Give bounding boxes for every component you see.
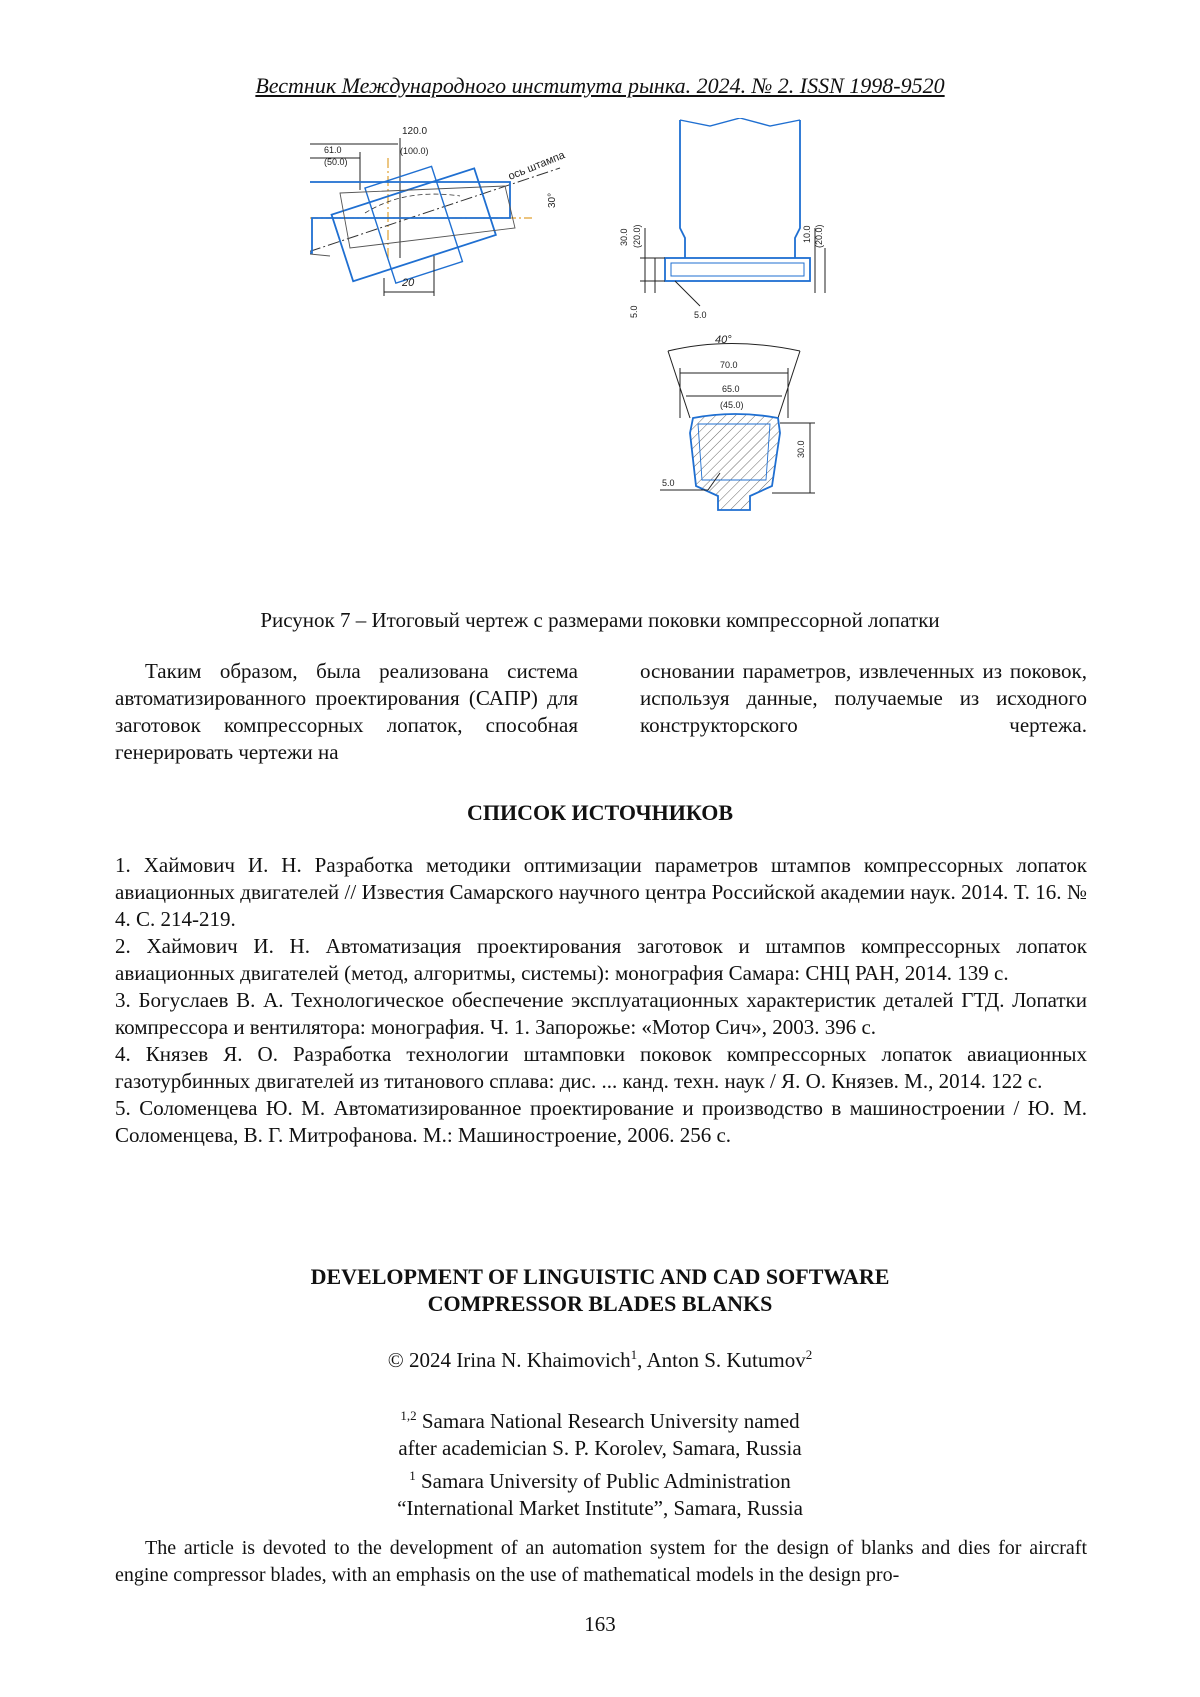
reference-item: 2. Хаймович И. Н. Автоматизация проектирования заготовок и штампов компрессорных лопаток авиационных двигателей (метод, алгоритмы, системы): монография Самара: СНЦ РАН, 2014. 139 с. [115,934,1087,985]
dim-10-side: 10.0 [802,225,812,243]
reference-item: 3. Богуслаев В. А. Технологическое обеспечение эксплуатационных характеристик деталей ГТД. Лопатки компрессора и вентилятора: монография. Ч. 1. Запорожье: «Мотор Сич», 2003. 396 с. [115,988,1087,1039]
dim-70: 70.0 [720,360,738,370]
affil-line4: “International Market Institute”, Samara, Russia [397,1496,803,1520]
dim-5-fillet: 5.0 [694,310,707,320]
forging-drawing [310,118,900,588]
dim-5-section: 5.0 [662,478,675,488]
dim-20-side: (20.0) [632,224,642,248]
reference-item: 5. Соломенцева Ю. М. Автоматизированное проектирование и производство в машиностроении / Ю. М. Соломенцева, В. Г. Митрофанова. М.: Машиностроение, 2006. 256 с. [115,1096,1087,1147]
reference-item: 4. Князев Я. О. Разработка технологии штамповки поковок компрессорных лопаток авиационных газотурбинных двигателей из титанового сплава: дис. ... канд. техн. наук / Я. О. Князев. М., 2014. 122 с. [115,1042,1087,1093]
dim-100: (100.0) [400,146,429,156]
journal-header: Вестник Международного института рынка. 2024. № 2. ISSN 1998-9520 [255,73,945,98]
affil-sup-a: 1,2 [400,1408,417,1423]
authors-prefix: © 2024 Irina N. Khaimovich [387,1348,631,1372]
author2-sup: 2 [805,1347,813,1362]
dim-20: 20 [402,277,415,289]
dim-65: 65.0 [722,384,740,394]
dim-61: 61.0 [324,145,342,155]
references-title: СПИСОК ИСТОЧНИКОВ [466,800,734,825]
dim-120: 120.0 [402,126,428,137]
dim-30-section: 30.0 [796,440,806,458]
dim-30-side: 30.0 [619,228,629,246]
page-number: 163 [584,1612,616,1636]
affil-line2: after academician S. P. Korolev, Samara, Russia [398,1436,802,1460]
plan-view [310,126,567,296]
authors [0,1347,1200,1373]
dim-5-side: 5.0 [629,305,639,318]
affil-line3: Samara University of Public Administration [415,1469,791,1493]
dim-20-side-right: (20.0) [814,224,824,248]
reference-item: 1. Хаймович И. Н. Разработка методики оптимизации параметров штампов компрессорных лопаток авиационных двигателей // Известия Самарского научного центра Российской академии наук. 2014. Т. 16. № 4. С. 214-219. [115,853,1087,931]
references-list [115,852,1087,1149]
side-view [619,118,825,320]
dim-45: (45.0) [720,400,744,410]
affil-line1: Samara National Research University named [416,1409,800,1433]
english-title-line1: DEVELOPMENT OF LINGUISTIC AND CAD SOFTWARE [310,1264,890,1289]
author1-sup: 1 [630,1347,638,1362]
english-title [0,1263,1200,1317]
body-text-right: основании параметров, извлеченных из поковок, используя данные, получаемые из исходного конструкторского чертежа. [640,659,1087,737]
abstract: The article is devoted to the development of an automation system for the design of blanks and dies for aircraft engine compressor blades, with an emphasis on the use of mathematical models in the design pro- [115,1537,1087,1586]
figure-caption: Рисунок 7 – Итоговый чертеж с размерами поковки компрессорной лопатки [260,608,940,632]
die-axis-label: ось штампа [506,149,567,183]
dim-50: (50.0) [324,157,348,167]
affiliations [0,1402,1200,1522]
body-text-left: Таким образом, была реализована система автоматизированного проектирования (САПР) для заготовок компрессорных лопаток, способная генерировать чертежи на [115,659,578,764]
section-view [660,334,815,510]
english-title-line2: COMPRESSOR BLADES BLANKS [427,1291,773,1316]
authors-mid: , Anton S. Kutumov [637,1348,806,1372]
affil-sup-b: 1 [409,1468,416,1483]
angle-30: 30° [547,192,558,208]
angle-40: 40° [715,334,732,346]
